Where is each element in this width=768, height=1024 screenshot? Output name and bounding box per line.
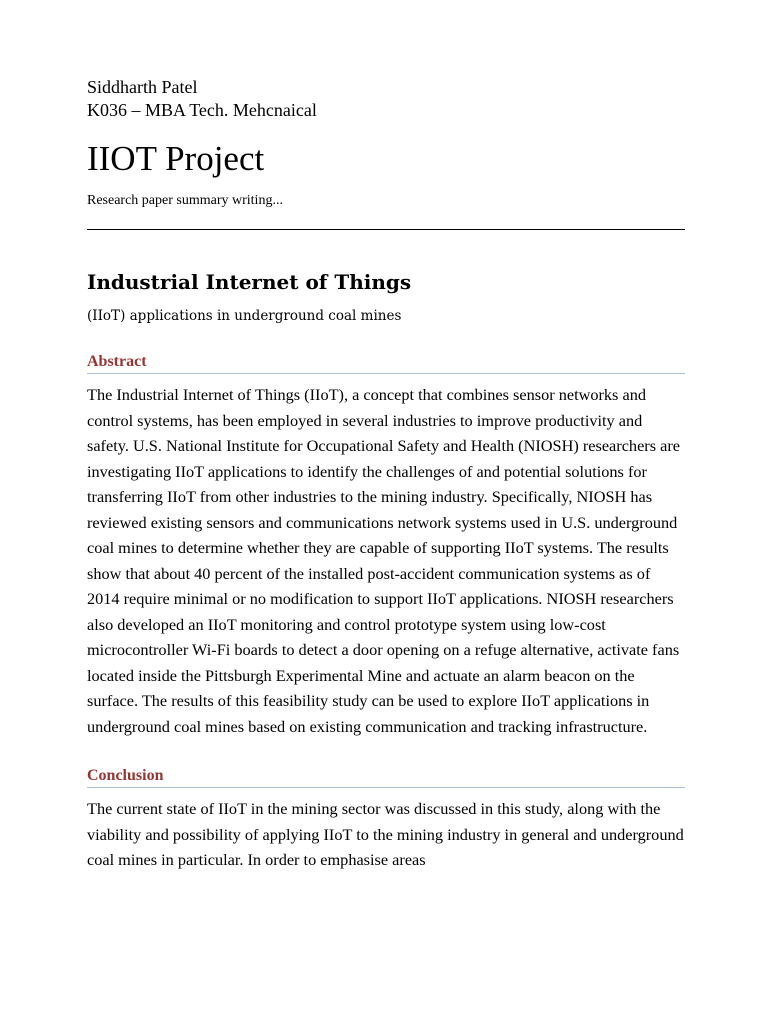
abstract-heading: Abstract (87, 352, 685, 374)
author-id-line: K036 – MBA Tech. Mehcnaical (87, 100, 317, 120)
document-subtitle: Research paper summary writing... (87, 193, 283, 208)
conclusion-paragraph: The current state of IIoT in the mining sector was discussed in this study, along with the viability and possibility of applying IIoT to the mining industry in general and underground coal mines in particular. In order to emphasise areas (87, 799, 684, 869)
abstract-paragraph: The Industrial Internet of Things (IIoT), a concept that combines sensor networks and control systems, has been employed in several industries to improve productivity and safety. U.S. National Institute for Occupational Safety and Health (NIOSH) researchers are investigating IIoT applications to identify the challenges of and potential solutions for transferring IIoT from other industries to the mining industry. Specifically, NIOSH has reviewed existing sensors and communications network systems used in U.S. underground coal mines to determine whether they are capable of supporting IIoT systems. The results show that about 40 percent of the installed post-accident communication systems as of 2014 require minimal or no modification to support IIoT applications. NIOSH researchers also developed an IIoT monitoring and control prototype system using low-cost microcontroller Wi-Fi boards to detect a door opening on a refuge alternative, activate fans located inside the Pittsburgh Experimental Mine and actuate an alarm beacon on the surface. The results of this feasibility study can be used to explore IIoT applications in underground coal mines based on existing communication and tracking infrastructure. (87, 385, 680, 736)
document-page (87, 76, 685, 873)
section-heading: Industrial Internet of Things (87, 270, 412, 294)
section-subheading: (IIoT) applications in underground coal mines (87, 308, 402, 324)
title-divider (87, 229, 685, 230)
conclusion-heading: Conclusion (87, 766, 685, 788)
document-title: IIOT Project (87, 139, 265, 178)
author-name: Siddharth Patel (87, 77, 198, 97)
